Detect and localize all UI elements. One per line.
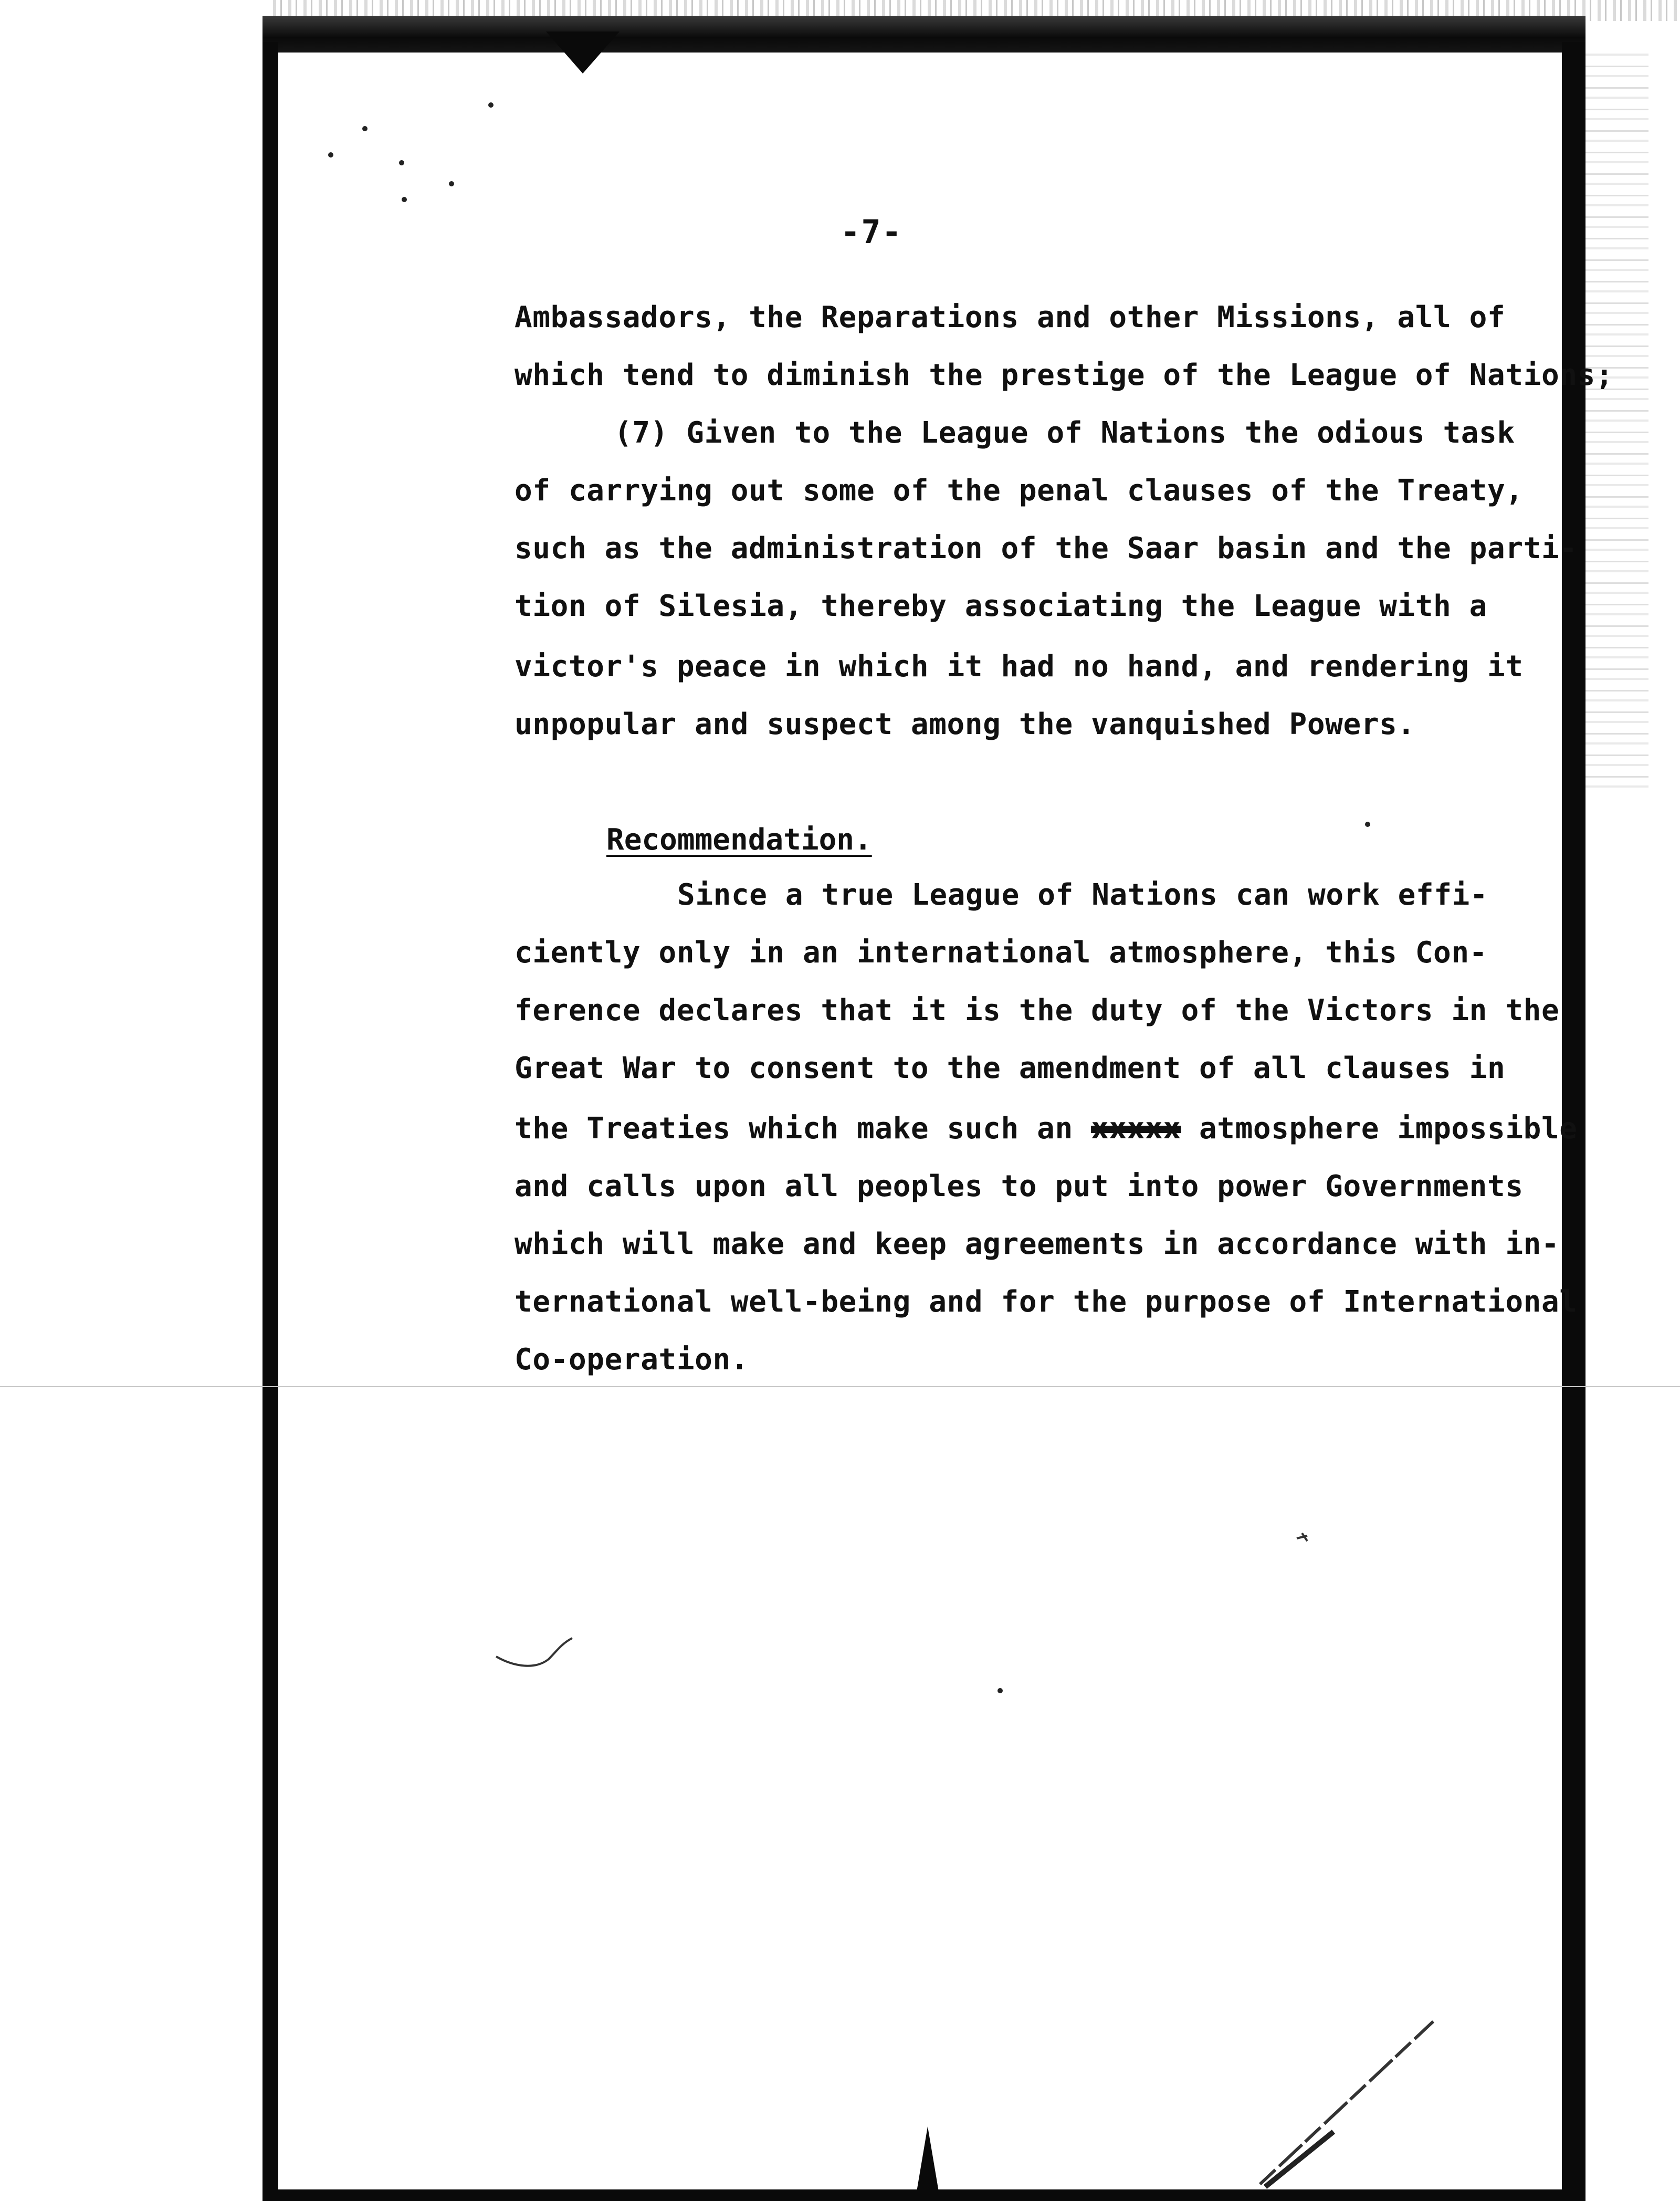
page-number: -7-: [841, 213, 902, 251]
paragraph-line: ternational well-being and for the purpose of International: [514, 1285, 1578, 1319]
section-heading: Recommendation.: [606, 823, 872, 857]
paragraph-line: [514, 1110, 1578, 1147]
paragraph-line: ciently only in an international atmosphere, this Con-: [514, 936, 1488, 970]
pencil-tick-mark: [1292, 1523, 1323, 1554]
scan-notch-bottom: [916, 2126, 939, 2195]
speck: [449, 181, 454, 186]
paragraph-line: which will make and keep agreements in accordance with in-: [514, 1227, 1560, 1261]
line-text: the Treaties which make such an: [514, 1112, 1091, 1146]
speck: [399, 160, 404, 165]
speck: [328, 152, 333, 158]
paragraph-line: such as the administration of the Saar basin and the parti-: [514, 531, 1578, 565]
paragraph-line: Ambassadors, the Reparations and other Missions, all of: [514, 300, 1506, 334]
speck: [1365, 822, 1370, 827]
paragraph-line: Since a true League of Nations can work effi-: [677, 878, 1488, 912]
struck-word: xxxxx: [1091, 1112, 1181, 1146]
paragraph-line: tion of Silesia, thereby associating the League with a: [514, 589, 1488, 623]
scan-notch-top: [546, 32, 620, 74]
scan-fold-line: [0, 1386, 1680, 1387]
line-text: atmosphere impossible: [1181, 1112, 1578, 1146]
paragraph-line: unpopular and suspect among the vanquished Powers.: [514, 707, 1415, 741]
paragraph-line: of carrying out some of the penal clauses of the Treaty,: [514, 474, 1524, 508]
speck: [488, 102, 494, 108]
paragraph-line: victor's peace in which it had no hand, and rendering it: [514, 649, 1524, 684]
pencil-slash-mark: [1255, 2016, 1444, 2189]
paragraph-line: ference declares that it is the duty of the Victors in the: [514, 993, 1560, 1028]
paragraph-line: Great War to consent to the amendment of all clauses in: [514, 1051, 1506, 1085]
speck: [362, 126, 368, 131]
pencil-check-mark: [494, 1630, 588, 1678]
paragraph-line: which tend to diminish the prestige of the League of Nations;: [514, 358, 1614, 392]
paragraph-line: (7) Given to the League of Nations the odious task: [614, 416, 1515, 450]
scan-edge-left: [262, 42, 278, 2201]
speck: [402, 197, 407, 202]
paragraph-line: and calls upon all peoples to put into power Governments: [514, 1169, 1524, 1203]
scan-edge-top: [262, 16, 1586, 53]
scan-speckle-right: [1586, 53, 1648, 788]
paragraph-line: Co-operation.: [514, 1343, 749, 1377]
speck: [998, 1688, 1003, 1693]
